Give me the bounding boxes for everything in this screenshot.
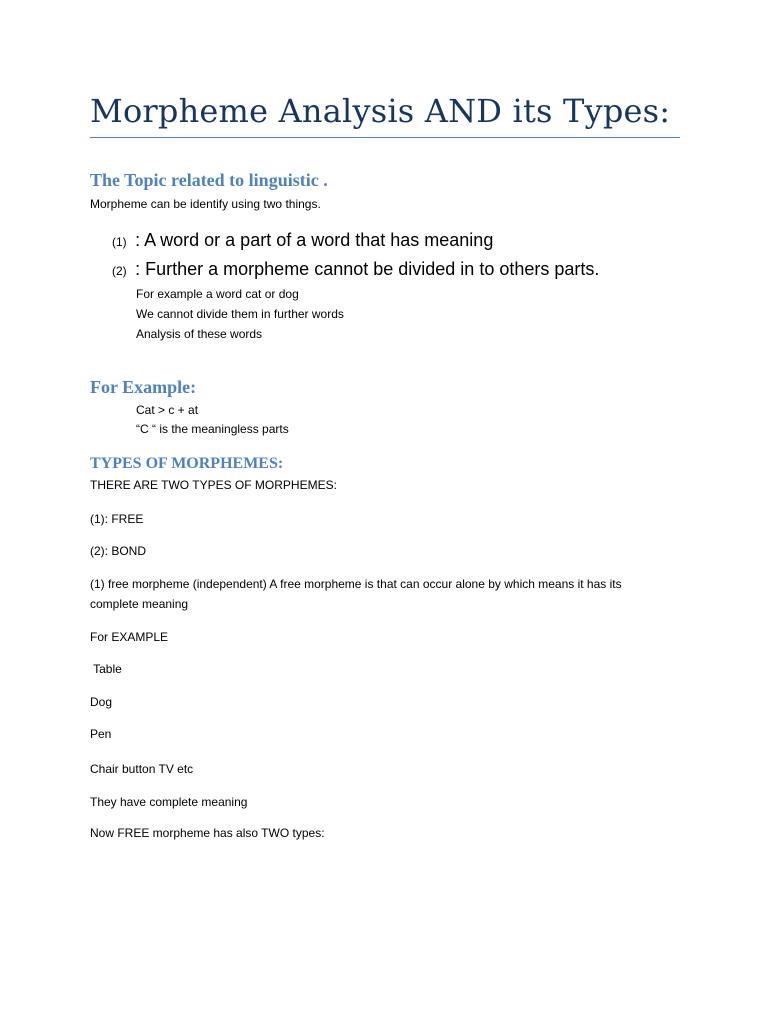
example2-line: Cat > c + at (136, 403, 199, 417)
body-line: (2): BOND (90, 544, 147, 558)
point-text: : A word or a part of a word that has meaning (135, 230, 494, 250)
page-title: Morpheme Analysis AND its Types: (90, 92, 671, 130)
point-number: (1) (112, 235, 127, 249)
intro-text: Morpheme can be identify using two things. (90, 197, 321, 211)
point-1 (112, 230, 493, 251)
types-heading: TYPES OF MORPHEMES: (90, 455, 284, 472)
body-line: THERE ARE TWO TYPES OF MORPHEMES: (90, 478, 337, 492)
example-line: Analysis of these words (136, 327, 263, 341)
body-line: complete meaning (90, 597, 189, 611)
point-text: : Further a morpheme cannot be divided in to others parts. (135, 259, 600, 279)
for-example-heading: For Example: (90, 377, 197, 397)
body-line: For EXAMPLE (90, 630, 169, 644)
body-line: Pen (90, 727, 112, 741)
body-line: Now FREE morpheme has also TWO types: (90, 826, 325, 840)
example-line: We cannot divide them in further words (136, 307, 344, 321)
example2-line: “C “ is the meaningless parts (136, 422, 289, 436)
body-line: They have complete meaning (90, 795, 248, 809)
topic-heading: The Topic related to linguistic . (90, 170, 328, 190)
body-line: Dog (90, 695, 113, 709)
example-line: For example a word cat or dog (136, 287, 299, 301)
title-underline (90, 137, 680, 138)
point-number: (2) (112, 264, 127, 278)
body-line: Table (90, 662, 122, 676)
body-line: Chair button TV etc (90, 762, 194, 776)
body-line: (1): FREE (90, 512, 144, 526)
body-line: (1) free morpheme (independent) A free morpheme is that can occur alone by which means it has its (90, 577, 622, 591)
point-2 (112, 259, 599, 280)
